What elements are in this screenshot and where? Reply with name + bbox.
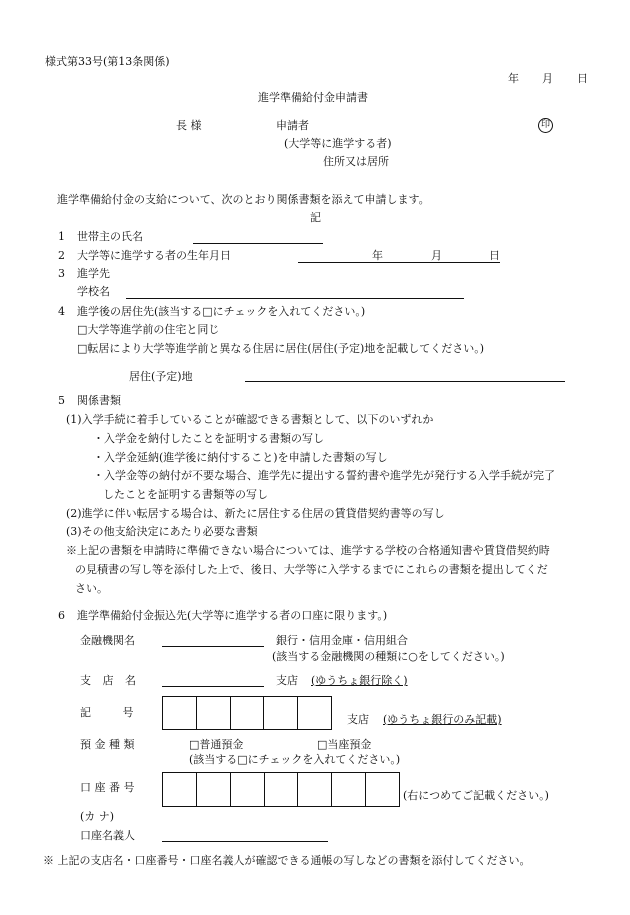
footer-note: ※ 上記の支店名・口座番号・口座名義人が確認できる通帳の写しなどの書類を添付してください。 [43,854,531,867]
symbol-boxes[interactable] [162,696,332,730]
deposit-note: (該当する□にチェックを入れてください。) [189,753,401,766]
note-text: ※上記の書類を申請時に準備できない場合については、進学する学校の合格通知書や賃貸借契約時 [66,544,550,557]
branch-note: (ゆうちょ銀行除く) [311,674,408,687]
item-number: 4 [58,305,65,318]
account-digit[interactable] [231,773,265,806]
household-head-field[interactable] [193,243,323,244]
birth-month: 月 [431,249,442,262]
doc1-a-text: ・入学金を納付したことを証明する書類の写し [93,432,324,445]
account-digit[interactable] [163,773,197,806]
item-number: 1 [58,230,65,243]
household-head-label: 世帯主の氏名 [77,230,143,243]
deposit-label: 預 金 種 類 [80,738,135,751]
birth-day: 日 [489,249,500,262]
item-number: 3 [58,267,65,280]
deposit-option-savings[interactable]: □普通預金 [189,738,244,751]
note-text-cont: の見積書の写し等を添付した上で、後日、大学等に入学するまでにこれらの書類を提出してくだ [75,563,548,576]
intro-text: 進学準備給付金の支給について、次のとおり関係書類を添えて申請します。 [57,193,430,206]
account-digit[interactable] [298,773,332,806]
holder-label: 口座名義人 [80,829,135,842]
ki-label: 記 [310,211,321,224]
account-boxes[interactable] [162,772,400,807]
page-title: 進学準備給付金申請書 [258,91,368,104]
applicant-label: 申請者 [276,119,309,132]
symbol-digit[interactable] [264,697,298,729]
doc2-text: (2)進学に伴い転居する場合は、新たに居住する住居の賃貸借契約書等の写し [66,507,445,520]
doc1-c-text-cont: したことを証明する書類等の写し [103,488,268,501]
institution-note: (該当する金融機関の種類に○をしてください。) [272,650,505,663]
kana-label: (カ ナ) [80,810,115,823]
account-digit[interactable] [197,773,231,806]
birth-year: 年 [372,249,383,262]
symbol-label: 記 号 [80,706,148,719]
symbol-digit[interactable] [298,697,331,729]
account-digit[interactable] [265,773,299,806]
address-label: 住所又は居所 [323,155,389,168]
residence-place-label: 居住(予定)地 [129,370,193,383]
residence-label: 進学後の居住先(該当する□にチェックを入れてください。) [77,305,366,318]
item-number: 2 [58,249,65,262]
doc1-b-text: ・入学金延納(進学後に納付すること)を申請した書類の写し [93,451,388,464]
date-month: 月 [542,72,553,85]
date-day: 日 [577,72,588,85]
institution-field[interactable] [162,646,264,647]
residence-place-field[interactable] [245,381,565,382]
branch-field[interactable] [162,686,264,687]
school-name-label: 学校名 [77,285,110,298]
doc3-text: (3)その他支給決定にあたり必要な書類 [66,525,258,538]
branch-suffix: 支店 [276,674,298,687]
doc1-text: (1)入学手続に着手していることが確認できる書類として、以下のいずれか [66,413,434,426]
docs-label: 関係書類 [77,394,121,407]
institution-label: 金融機関名 [80,634,135,647]
item-number: 6 [58,609,65,622]
school-label: 進学先 [77,267,110,280]
holder-field[interactable] [162,841,328,842]
school-name-field[interactable] [126,298,464,299]
symbol-suffix: 支店 [347,713,369,726]
item-number: 5 [58,394,65,407]
account-digit[interactable] [332,773,366,806]
symbol-digit[interactable] [163,697,197,729]
seal-mark: 印 [538,118,553,133]
bank-section-label: 進学準備給付金振込先(大学等に進学する者の口座に限ります。) [77,609,388,622]
doc1-c-text: ・入学金等の納付が不要な場合、進学先に提出する誓約書や進学先が発行する入学手続が完了 [93,469,555,482]
symbol-note: (ゆうちょ銀行のみ記載) [383,713,502,726]
symbol-digit[interactable] [197,697,231,729]
institution-types[interactable]: 銀行・信用金庫・信用組合 [276,634,408,647]
applicant-note: (大学等に進学する者) [284,137,392,150]
residence-option-same[interactable]: □大学等進学前の住宅と同じ [77,323,220,336]
deposit-option-checking[interactable]: □当座預金 [317,738,372,751]
addressee: 長 様 [176,119,202,132]
account-note: (右につめてご記載ください。) [403,789,549,802]
branch-label: 支 店 名 [80,674,140,687]
account-label: 口 座 番 号 [80,781,135,794]
birth-date-field[interactable] [298,262,500,263]
account-digit[interactable] [366,773,399,806]
symbol-digit[interactable] [231,697,265,729]
residence-option-moved[interactable]: □転居により大学等進学前と異なる住居に居住(居住(予定)地を記載してください。) [77,342,485,355]
birth-date-label: 大学等に進学する者の生年月日 [77,249,231,262]
note-text-end: さい。 [75,582,108,595]
date-year: 年 [508,72,519,85]
form-number: 様式第33号(第13条関係) [45,55,170,68]
